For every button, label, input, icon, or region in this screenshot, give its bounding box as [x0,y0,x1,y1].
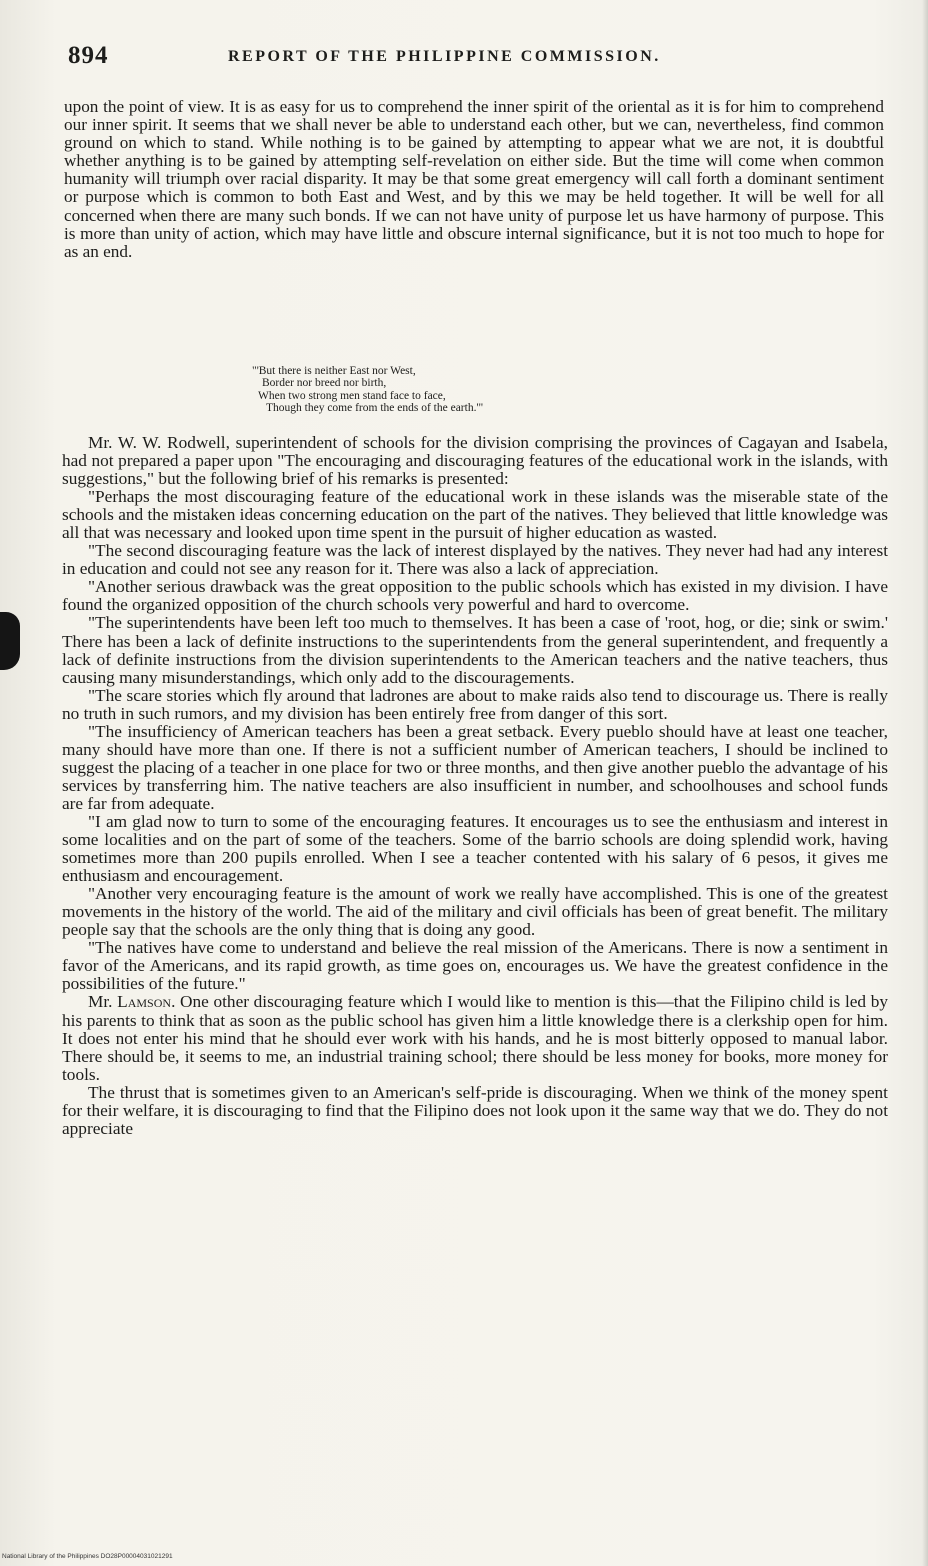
body-text [62,434,888,1138]
verse-line: When two strong men stand face to face, [258,389,446,402]
body-text-top [64,98,884,261]
paragraph: "Perhaps the most discouraging feature of the educational work in these islands was the miserable state of the schools and the mistaken ideas concerning education on the part of the natives. They believed that little knowledge was all that was necessary and looked upon time spent in the pursuit of higher education as wasted. [62,487,888,543]
paragraph: "The insufficiency of American teachers has been a great setback. Every pueblo should have at least one teacher, many should have more than one. If there is not a sufficient number of American teachers, I should be inclined to suggest the placing of a teacher in one place for two or three months, and then give another pueblo the advantage of his services by transferring him. The native teachers are also insufficient in number, and schoolhouses and school funds are far from adequate. [62,721,888,813]
verse-line: "'But there is neither East nor West, [252,365,416,377]
speaker-text: . One other discouraging feature which I would like to mention is this—that the Filipino child is led by his parents to think that as soon as the public school has given him a little knowledge there is a clerkship open for him. It does not enter his mind that he should ever work with his hands, and he is most bitterly opposed to manual labor. There should be, it seems to me, an industrial training school; there should be less money for books, more money for tools. [62,992,889,1084]
paragraph: "The superintendents have been left too much to themselves. It has been a case of 'root, hog, or die; sink or swim.' There has been a lack of definite instructions to the superintendents from the general superintendent, and frequently a lack of definite instructions from the division superintendents to the American teachers and the native teachers, thus causing many misunderstandings, which only add to the discouragements. [62,613,888,687]
verse-quote [252,365,483,415]
ink-blot [0,612,20,670]
verse-line: Though they come from the ends of the earth.'" [266,402,484,415]
paragraph: "The scare stories which fly around that ladrones are about to make raids also tend to discourage us. There is really no truth in such rumors, and my division has been entirely free from danger of this sort. [62,685,888,723]
speaker-prefix: Mr. [88,992,118,1012]
paragraph: Mr. W. W. Rodwell, superintendent of schools for the division comprising the provinces of Cagayan and Isabela, had not prepared a paper upon "The encouraging and discouraging features of the educational work in the islands, with suggestions," but the following brief of his remarks is presented: [62,433,888,489]
scan-footer: National Library of the Philippines DO28P00004031021291 [2,1553,173,1560]
speaker-name: Lamson [117,992,172,1012]
paragraph: upon the point of view. It is as easy for us to comprehend the inner spirit of the oriental as it is for him to comprehend our inner spirit. It seems that we shall never be able to understand each other, but we can, nevertheless, find common ground on which to stand. While nothing is to be gained by attempting to appear what we are not, it is doubtful whether anything is to be gained by attempting self-revelation on either side. But the time will come when common humanity will triumph over racial disparity. It may be that some great emergency will call forth a dominant sentiment or purpose which is common to both East and West, and by this we may be held together. It will be well for all concerned when there are many such bonds. If we can not have unity of purpose let us have harmony of purpose. This is more than unity of action, which may have little and obscure internal significance, but it is not too much to hope for as an end. [64,97,884,261]
paragraph: "I am glad now to turn to some of the encouraging features. It encourages us to see the enthusiasm and interest in some localities and on the part of some of the teachers. Some of the barrio schools are doing splendid work, having sometimes more than 200 pupils enrolled. When I see a teacher contented with his salary of 6 pesos, it gives me enthusiasm and encouragement. [62,811,888,886]
page-edge-shadow [922,0,928,1566]
paragraph: "Another serious drawback was the great opposition to the public schools which has existed in my division. I have found the organized opposition of the church schools very powerful and hard to overcome. [62,577,888,615]
page-header [68,42,888,82]
verse-line: Border nor breed nor birth, [262,377,387,390]
paragraph: "The second discouraging feature was the lack of interest displayed by the natives. They never had had any interest in education and could not see any reason for it. There was also a lack of appreciation. [62,541,888,579]
paragraph: The thrust that is sometimes given to an American's self-pride is discouraging. When we think of the money spent for their welfare, it is discouraging to find that the Filipino does not look upon it the same way that we do. They do not appreciate [62,1082,888,1138]
running-head: REPORT OF THE PHILIPPINE COMMISSION. [228,48,661,65]
page-number: 894 [68,42,109,69]
paragraph: "Another very encouraging feature is the amount of work we really have accomplished. This is one of the greatest movements in the history of the world. The aid of the military and civil officials has been of great benefit. The military people say that the schools are the only thing that is doing any good. [62,884,888,940]
paragraph: "The natives have come to understand and believe the real mission of the Americans. There is now a sentiment in favor of the Americans, and its rapid growth, as time goes on, encourages us. We have the greatest confidence in the possibilities of the future." [62,938,888,994]
lamson-paragraph [62,993,888,1083]
